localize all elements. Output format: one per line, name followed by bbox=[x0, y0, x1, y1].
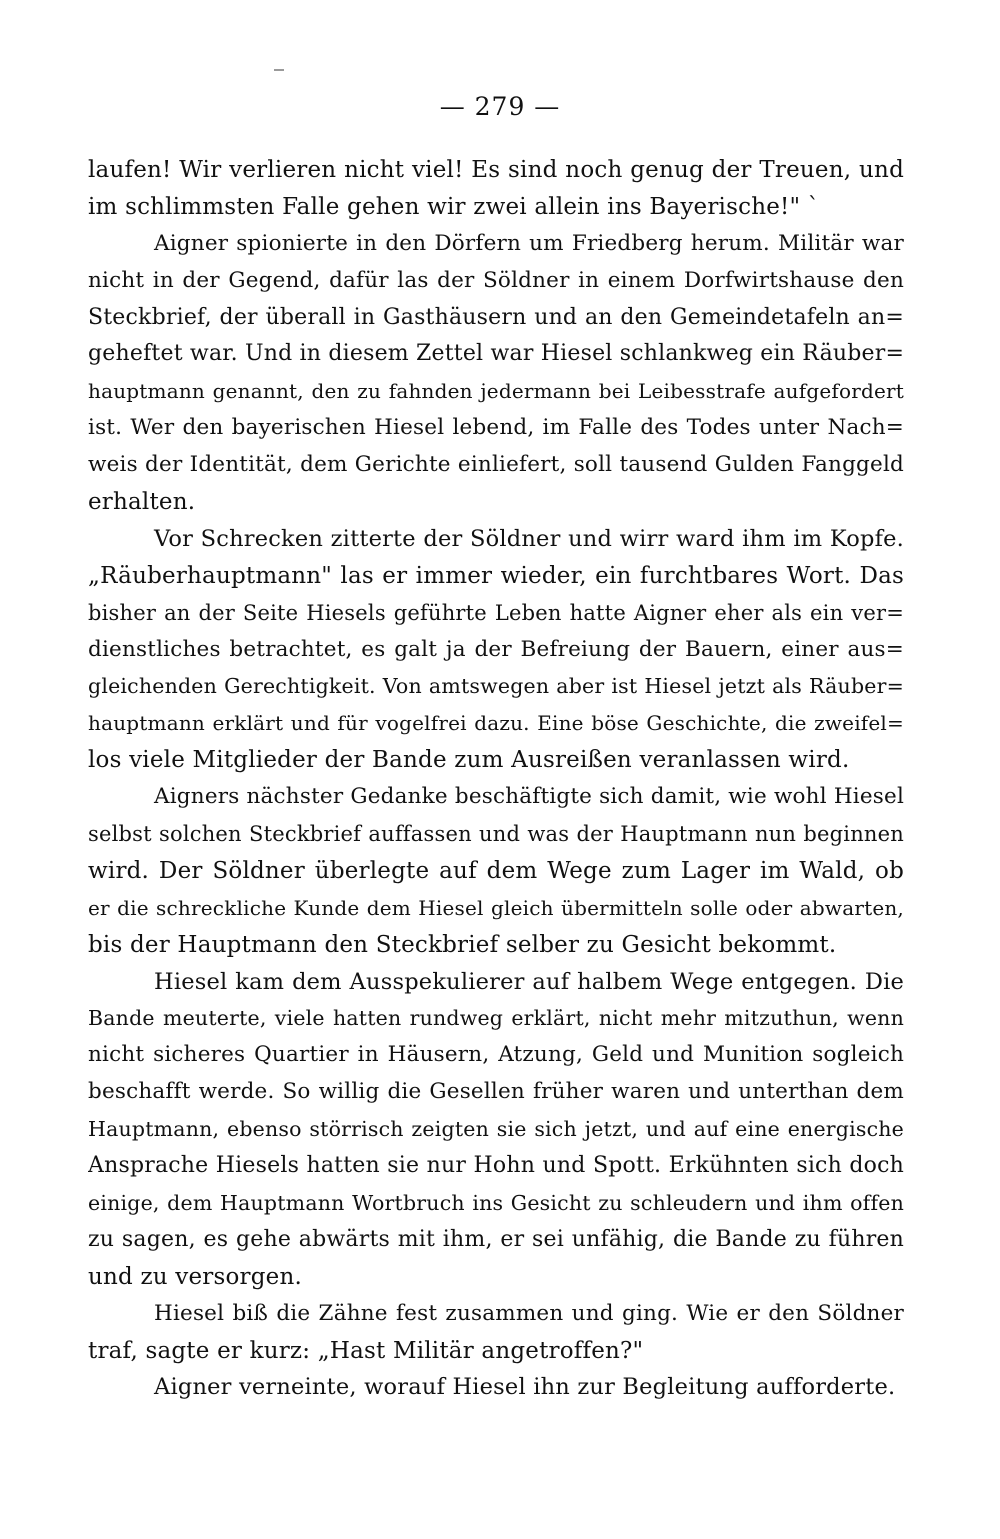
text-line: Aigners nächster Gedanke beschäftigte sich damit, wie wohl Hiesel bbox=[154, 784, 904, 810]
text-line: zu sagen, es gehe abwärts mit ihm, er sei unfähig, die Bande zu führen bbox=[88, 1226, 904, 1252]
text-line: erhalten. bbox=[88, 489, 196, 516]
text-line: nicht sicheres Quartier in Häusern, Atzung, Geld und Munition sogleich bbox=[88, 1042, 904, 1068]
text-line: und zu versorgen. bbox=[88, 1263, 303, 1290]
text-line: Hauptmann, ebenso störrisch zeigten sie sich jetzt, und auf eine energische bbox=[88, 1117, 904, 1142]
text-line: Hiesel biß die Zähne fest zusammen und ging. Wie er den Söldner bbox=[154, 1300, 904, 1326]
text-line: hauptmann erklärt und für vogelfrei dazu. Eine böse Geschichte, die zweifel= bbox=[88, 711, 904, 736]
text-line: laufen! Wir verlieren nicht viel! Es sind noch genug der Treuen, und bbox=[88, 157, 904, 183]
text-line: Bande meuterte, viele hatten rundweg erklärt, nicht mehr mitzuthun, wenn bbox=[88, 1006, 904, 1031]
text-line: er die schreckliche Kunde dem Hiesel gleich übermitteln solle oder abwarten, bbox=[88, 895, 904, 920]
text-line: wird. Der Söldner überlegte auf dem Wege zum Lager im Wald, ob bbox=[88, 857, 904, 884]
text-line: Aigner verneinte, worauf Hiesel ihn zur Begleitung aufforderte. bbox=[154, 1374, 896, 1401]
body-text bbox=[88, 152, 904, 1406]
text-line: im schlimmsten Falle gehen wir zwei allein ins Bayerische!" ˋ bbox=[88, 193, 820, 220]
text-line: weis der Identität, dem Gerichte einliefert, soll tausend Gulden Fanggeld bbox=[88, 452, 904, 478]
text-line: beschafft werde. So willig die Gesellen früher waren und unterthan dem bbox=[88, 1079, 904, 1105]
text-line: einige, dem Hauptmann Wortbruch ins Gesicht zu schleudern und ihm offen bbox=[88, 1190, 904, 1215]
text-line: ist. Wer den bayerischen Hiesel lebend, im Falle des Todes unter Nach= bbox=[88, 415, 904, 441]
text-line: „Räuberhauptmann" las er immer wieder, ein furchtbares Wort. Das bbox=[88, 562, 904, 589]
text-line: los viele Mitglieder der Bande zum Ausreißen veranlassen wird. bbox=[88, 747, 850, 774]
text-line: geheftet war. Und in diesem Zettel war Hiesel schlankweg ein Räuber= bbox=[88, 341, 904, 367]
text-line: traf, sagte er kurz: „Hast Militär angetroffen?" bbox=[88, 1337, 644, 1364]
text-line: bisher an der Seite Hiesels geführte Leben hatte Aigner eher als ein ver= bbox=[88, 600, 904, 625]
text-line: bis der Hauptmann den Steckbrief selber zu Gesicht bekommt. bbox=[88, 931, 837, 958]
text-line: Ansprache Hiesels hatten sie nur Hohn und Spott. Erkühnten sich doch bbox=[88, 1153, 904, 1179]
text-line: gleichenden Gerechtigkeit. Von amtswegen aber ist Hiesel jetzt als Räuber= bbox=[88, 674, 904, 699]
text-line: Hiesel kam dem Ausspekulierer auf halbem Wege entgegen. Die bbox=[154, 968, 904, 995]
text-line: Steckbrief, der überall in Gasthäusern und an den Gemeindetafeln an= bbox=[88, 304, 904, 330]
text-line: Vor Schrecken zitterte der Söldner und wirr ward ihm im Kopfe. bbox=[154, 525, 904, 552]
text-line: Aigner spionierte in den Dörfern um Friedberg herum. Militär war bbox=[154, 230, 904, 256]
page-number: — 279 — bbox=[439, 92, 561, 121]
text-line: nicht in der Gegend, dafür las der Söldner in einem Dorfwirtshause den bbox=[88, 267, 904, 293]
ink-speck bbox=[274, 69, 284, 71]
text-line: hauptmann genannt, den zu fahnden jedermann bei Leibesstrafe aufgefordert bbox=[88, 379, 904, 404]
text-line: selbst solchen Steckbrief auffassen und was der Hauptmann nun beginnen bbox=[88, 822, 904, 847]
text-line: dienstliches betrachtet, es galt ja der Befreiung der Bauern, einer aus= bbox=[88, 636, 904, 662]
